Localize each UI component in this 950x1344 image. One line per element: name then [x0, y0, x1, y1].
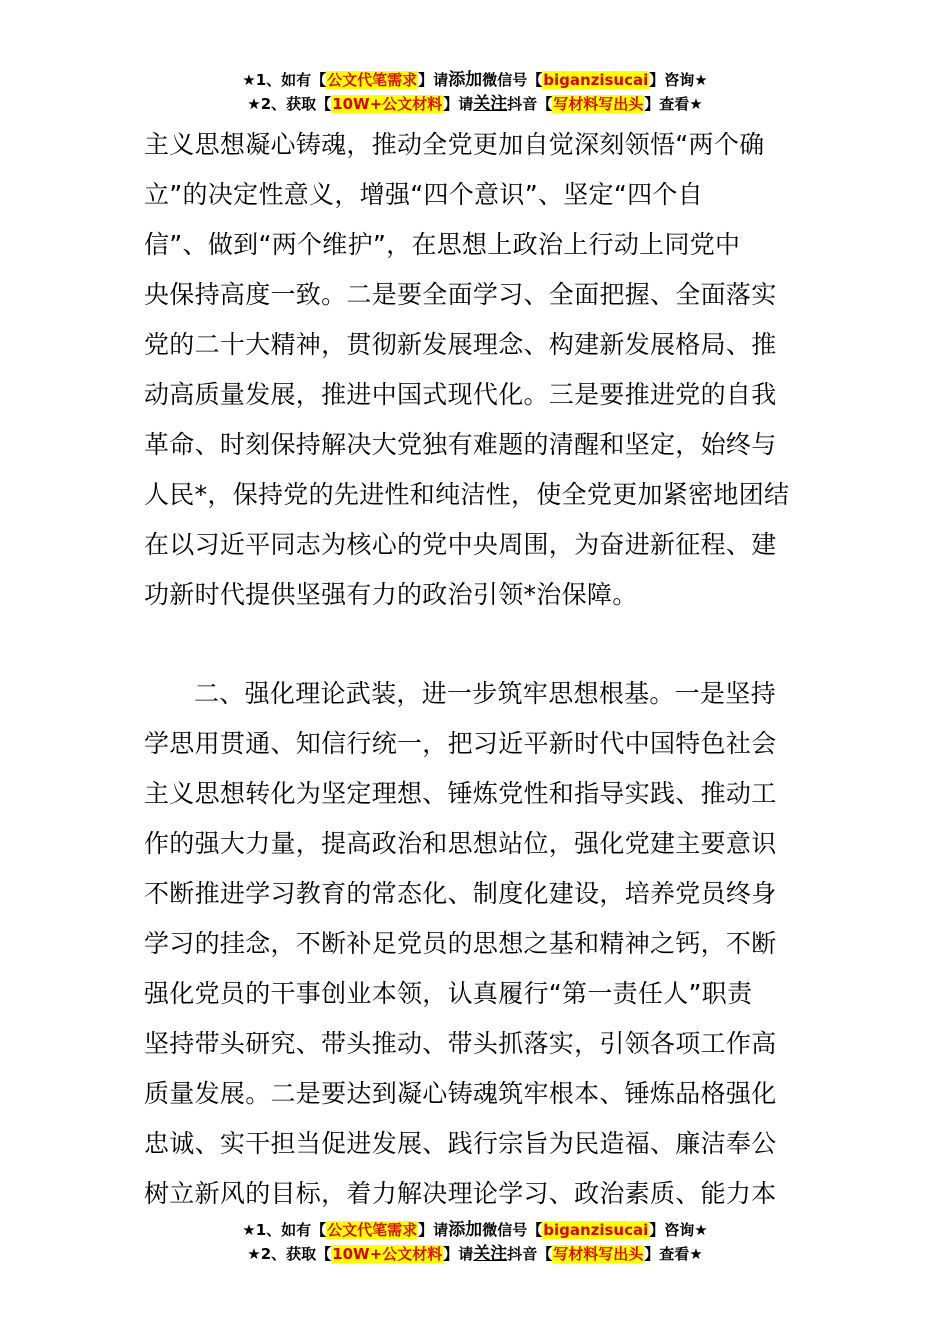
banner-line-2: ★2、获取【10W+公文材料】请关注抖音【写材料写出头】查看★ — [247, 94, 703, 114]
banner-line-1: ★1、如有【公文代笔需求】请添加微信号【biganzisucai】咨询★ — [242, 1220, 708, 1240]
banner-line-1: ★1、如有【公文代笔需求】请添加微信号【biganzisucai】咨询★ — [242, 70, 708, 90]
highlight-materials: 10W+公文材料 — [332, 95, 443, 113]
paragraph-2: 二、强化理论武装，进一步筑牢思想根基。一是坚持 学思用贯通、知信行统一，把习近平新时代中国特色社会 主义思想转化为坚定理想、锤炼党性和指导实践、推动工 作的强大力量，提高政治和思想站位，强化党建主要意识 不断推进学习教育的常态化、制度化建设，培养党员终身 学习的挂念，不断补足党员的思想之基和精神之钙，不断 强化党员的干事创业本领，认真履行“第一责任人”职责 坚持带头研究、带头推动、带头抓落实，引领各项工作高 质量发展。二是要达到凝心铸魂筑牢根本、锤炼品格强化 忠诚、实干担当促进发展、践行宗旨为民造福、廉洁奉公 树立新风的目标，着力解决理论学习、政治素质、能力本 — [144, 679, 777, 1208]
banner-line-2: ★2、获取【10W+公文材料】请关注抖音【写材料写出头】查看★ — [247, 1244, 703, 1264]
highlight-wechat-id: biganzisucai — [543, 71, 649, 89]
paragraph-1: 主义思想凝心铸魂，推动全党更加自觉深刻领悟“两个确 立”的决定性意义，增强“四个意识”、坚定“四个自 信”、做到“两个维护”，在思想上政治上行动上同党中 央保持高度一致。二是要全面学习、全面把握、全面落实 党的二十大精神，贯彻新发展理念、构建新发展格局、推 动高质量发展，推进中国式现代化。三是要推进党的自我 革命、时刻保持解决大党独有难题的清醒和坚定，始终与 人民*，保持党的先进性和纯洁性，使全党更加紧密地团结 在以习近平同志为核心的党中央周围，为奋进新征程、建 功新时代提供坚强有力的政治引领*治保障。 — [144, 130, 790, 609]
highlight-materials: 10W+公文材料 — [332, 1245, 443, 1263]
highlight-douyin: 写材料写出头 — [553, 95, 644, 113]
top-banner — [0, 68, 950, 116]
highlight-service: 公文代笔需求 — [327, 71, 418, 89]
document-body — [144, 120, 808, 1219]
highlight-douyin: 写材料写出头 — [553, 1245, 644, 1263]
highlight-service: 公文代笔需求 — [327, 1221, 418, 1239]
bottom-banner — [0, 1218, 950, 1266]
highlight-wechat-id: biganzisucai — [543, 1221, 649, 1239]
